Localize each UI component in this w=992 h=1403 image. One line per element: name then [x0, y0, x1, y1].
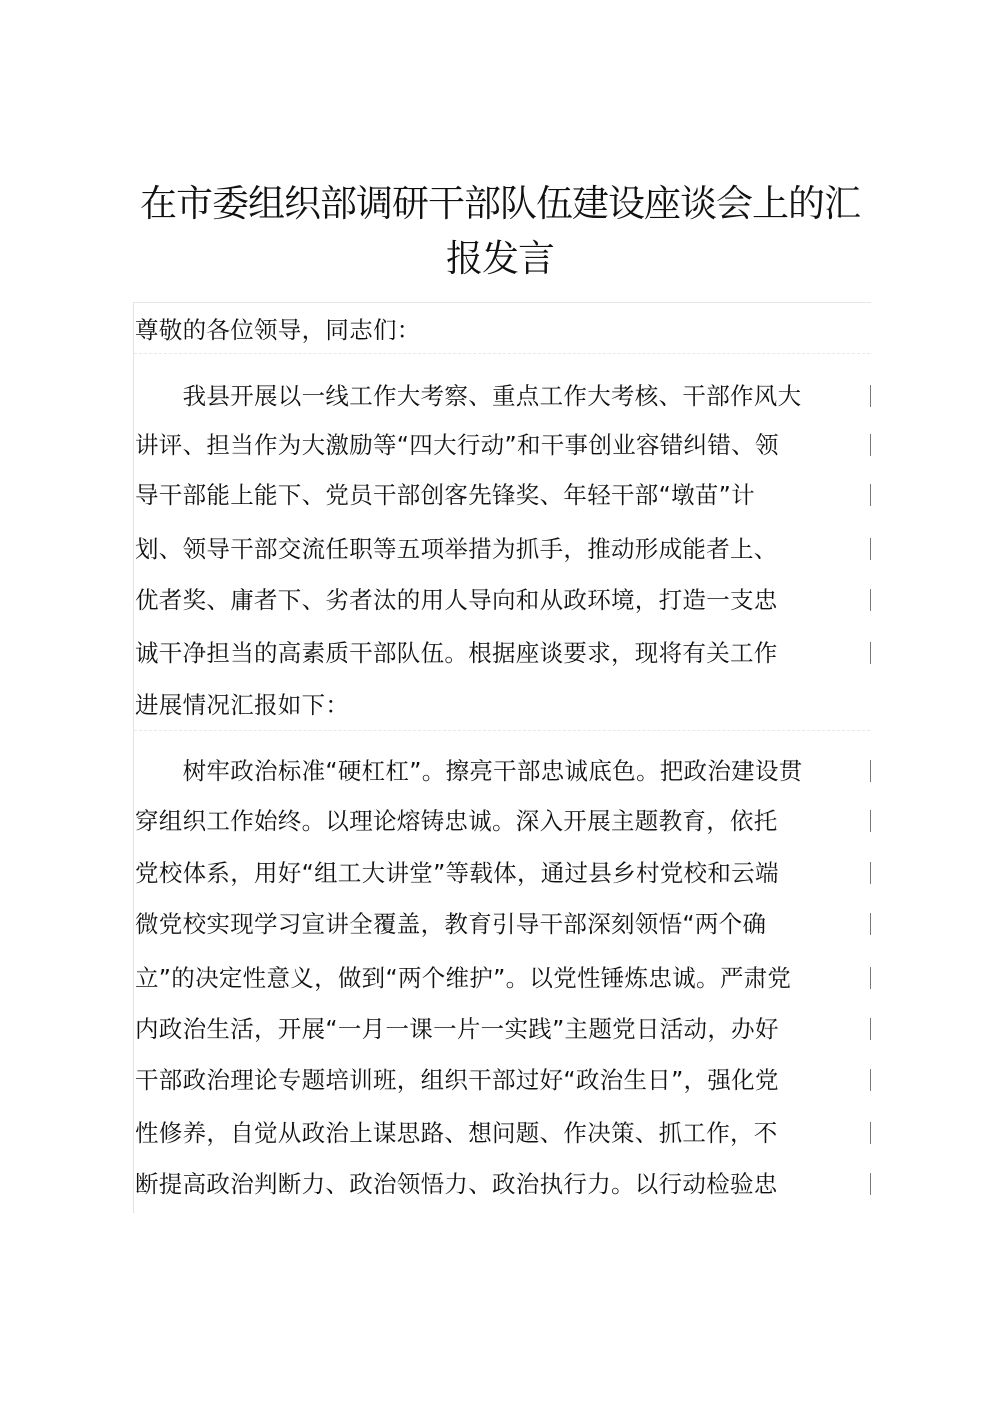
line-edge-mark — [870, 385, 871, 407]
paragraph-1-line-5: 优者奖、庸者下、劣者汰的用人导向和从政环境，打造一支忠 — [135, 580, 871, 620]
paragraph-2-line-3: 党校体系，用好“组工大讲堂”等载体，通过县乡村党校和云端 — [135, 853, 871, 893]
title-line-2: 报发言 — [446, 237, 554, 280]
paragraph-1-line-1: 我县开展以一线工作大考察、重点工作大考核、干部作风大 — [135, 376, 871, 416]
line-edge-mark — [870, 538, 871, 560]
separator — [134, 353, 870, 354]
line-edge-mark — [870, 810, 871, 832]
salutation: 尊敬的各位领导，同志们： — [135, 316, 421, 344]
separator — [134, 730, 870, 731]
paragraph-2-line-8: 性修养，自觉从政治上谋思路、想问题、作决策、抓工作，不 — [135, 1113, 871, 1153]
paragraph-2-line-4: 微党校实现学习宣讲全覆盖，教育引导干部深刻领悟“两个确 — [135, 904, 871, 944]
line-edge-mark — [870, 434, 871, 456]
line-edge-mark — [870, 760, 871, 782]
paragraph-1-line-3: 导干部能上能下、党员干部创客先锋奖、年轻干部“墩苗”计 — [135, 475, 871, 515]
paragraph-2-line-7: 干部政治理论专题培训班，组织干部过好“政治生日”，强化党 — [135, 1060, 871, 1100]
document-title — [120, 176, 880, 286]
line-edge-mark — [870, 913, 871, 935]
line-edge-mark — [870, 1018, 871, 1040]
line-edge-mark — [870, 642, 871, 664]
line-edge-mark — [870, 484, 871, 506]
paragraph-2-line-1: 树牢政治标准“硬杠杠”。擦亮干部忠诚底色。把政治建设贯 — [135, 751, 871, 791]
paragraph-2-line-2: 穿组织工作始终。以理论熔铸忠诚。深入开展主题教育，依托 — [135, 801, 871, 841]
paragraph-1-line-7: 进展情况汇报如下： — [135, 691, 350, 719]
paragraph-1-line-4: 划、领导干部交流任职等五项举措为抓手，推动形成能者上、 — [135, 529, 871, 569]
line-edge-mark — [870, 967, 871, 989]
line-edge-mark — [870, 589, 871, 611]
paragraph-1-line-2: 讲评、担当作为大激励等“四大行动”和干事创业容错纠错、领 — [135, 425, 871, 465]
paragraph-2-line-9: 断提高政治判断力、政治领悟力、政治执行力。以行动检验忠 — [135, 1164, 871, 1204]
line-edge-mark — [870, 1122, 871, 1144]
paragraph-1-line-6: 诚干净担当的高素质干部队伍。根据座谈要求，现将有关工作 — [135, 633, 871, 673]
line-edge-mark — [870, 1069, 871, 1091]
line-edge-mark — [870, 862, 871, 884]
line-edge-mark — [870, 1173, 871, 1195]
title-line-1: 在市委组织部调研干部队伍建设座谈会上的汇 — [140, 182, 860, 225]
paragraph-2-line-6: 内政治生活，开展“一月一课一片一实践”主题党日活动，办好 — [135, 1009, 871, 1049]
paragraph-2-line-5: 立”的决定性意义，做到“两个维护”。以党性锤炼忠诚。严肃党 — [135, 958, 871, 998]
